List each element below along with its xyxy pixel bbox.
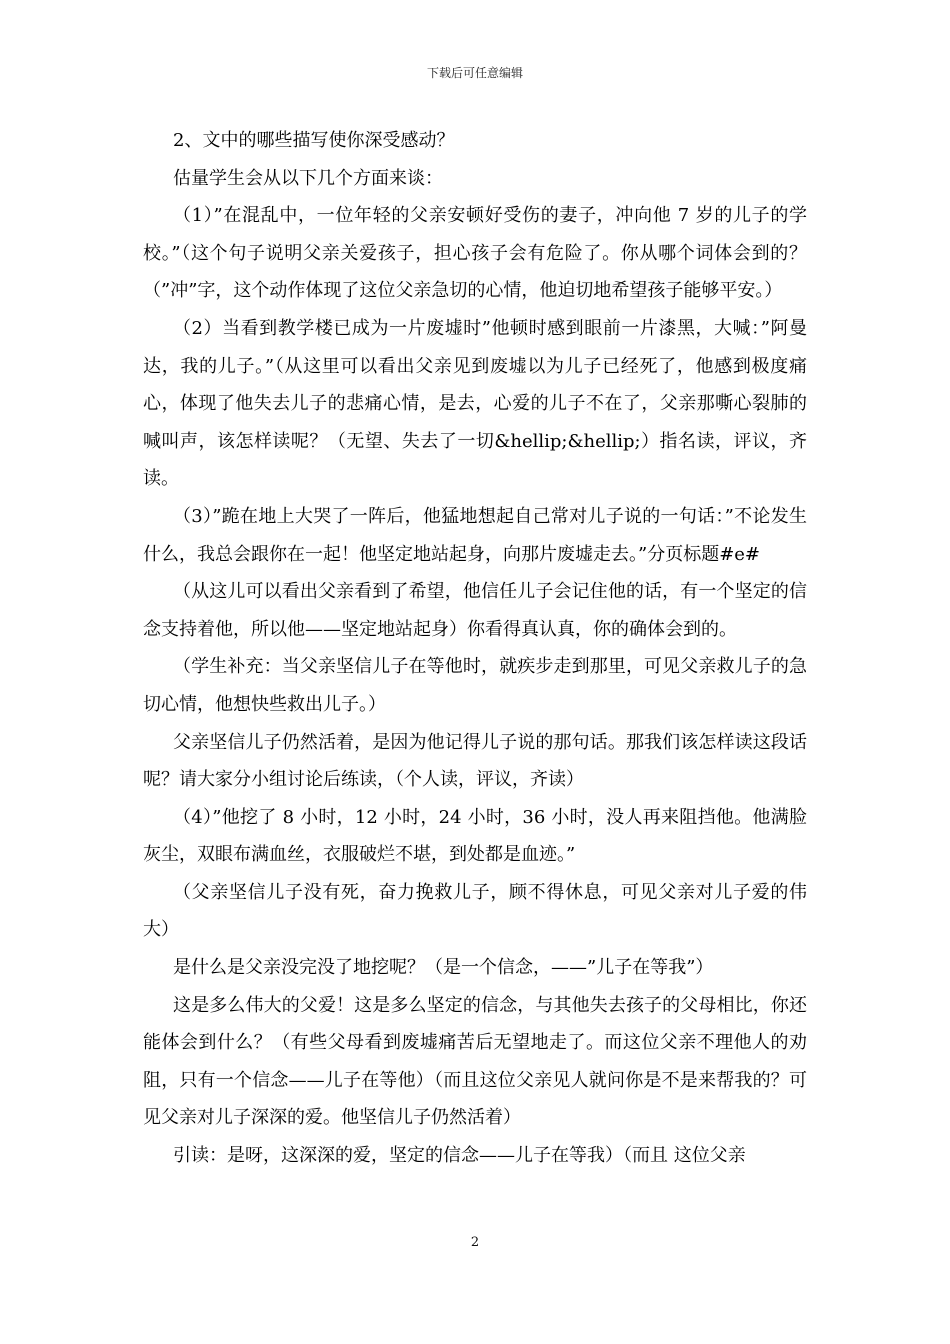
paragraph: 估量学生会从以下几个方面来谈：	[173, 167, 443, 189]
paragraph: 这是多么伟大的父爱！这是多么坚定的信念，与其他失去孩子的父母相比，你还能体会到什么？（有些父母看到废墟痛苦后无望地走了。而这位父亲不理他人的劝阻，只有一个信念——儿子在等他）（而且这位父亲见人就问你是不是来帮我的？可见父亲对儿子深深的爱。他坚信儿子仍然活着）	[143, 994, 807, 1129]
document-body	[143, 122, 807, 1175]
page-header: 下载后可任意编辑	[426, 66, 523, 80]
paragraph: （3）”跪在地上大哭了一阵后，他猛地想起自己常对儿子说的一句话：”不论发生什么，我总会跟你在一起！他坚定地站起身，向那片废墟走去。”分页标题#e#	[143, 505, 807, 565]
paragraph: （4）”他挖了 8 小时，12 小时，24 小时，36 小时，没人再来阻挡他。他满脸灰尘，双眼布满血丝，衣服破烂不堪，到处都是血迹。”	[143, 806, 807, 866]
paragraph: （父亲坚信儿子没有死，奋力挽救儿子，顾不得休息，可见父亲对儿子爱的伟大）	[143, 881, 807, 941]
paragraph: 是什么是父亲没完没了地挖呢？（是一个信念，——”儿子在等我”）	[173, 957, 714, 979]
paragraph: （从这儿可以看出父亲看到了希望，他信任儿子会记住他的话，有一个坚定的信念支持着他，所以他——坚定地站起身）你看得真认真，你的确体会到的。	[143, 581, 807, 640]
paragraph: （学生补充：当父亲坚信儿子在等他时，就疾步走到那里，可见父亲救儿子的急切心情，他想快些救出儿子。）	[143, 656, 807, 715]
page-number: 2	[470, 1235, 480, 1250]
paragraph: 2、文中的哪些描写使你深受感动？	[173, 130, 455, 151]
paragraph: （2）当看到教学楼已成为一片废墟时”他顿时感到眼前一片漆黑，大喊：”阿曼达，我的儿子。”（从这里可以看出父亲见到废墟以为儿子已经死了，他感到极度痛心，体现了他失去儿子的悲痛心情，是去，心爱的儿子不在了，父亲那嘶心裂肺的喊叫声，该怎样读呢？（无望、失去了一切&hellip;&hellip;）指名读，评议，齐读。	[143, 317, 807, 490]
paragraph: 父亲坚信儿子仍然活着，是因为他记得儿子说的那句话。那我们该怎样读这段话呢？请大家分小组讨论后练读，（个人读，评议，齐读）	[143, 731, 807, 791]
paragraph: 引读：是呀，这深深的爱，坚定的信念——儿子在等我）（而且 这位父亲	[173, 1145, 746, 1167]
paragraph: （1）”在混乱中，一位年轻的父亲安顿好受伤的妻子，冲向他 7 岁的儿子的学校。”（这个句子说明父亲关爱孩子，担心孩子会有危险了。你从哪个词体会到的？（”冲”字，这个动作体现了这位父亲急切的心情，他迫切地希望孩子能够平安。）	[143, 205, 807, 302]
